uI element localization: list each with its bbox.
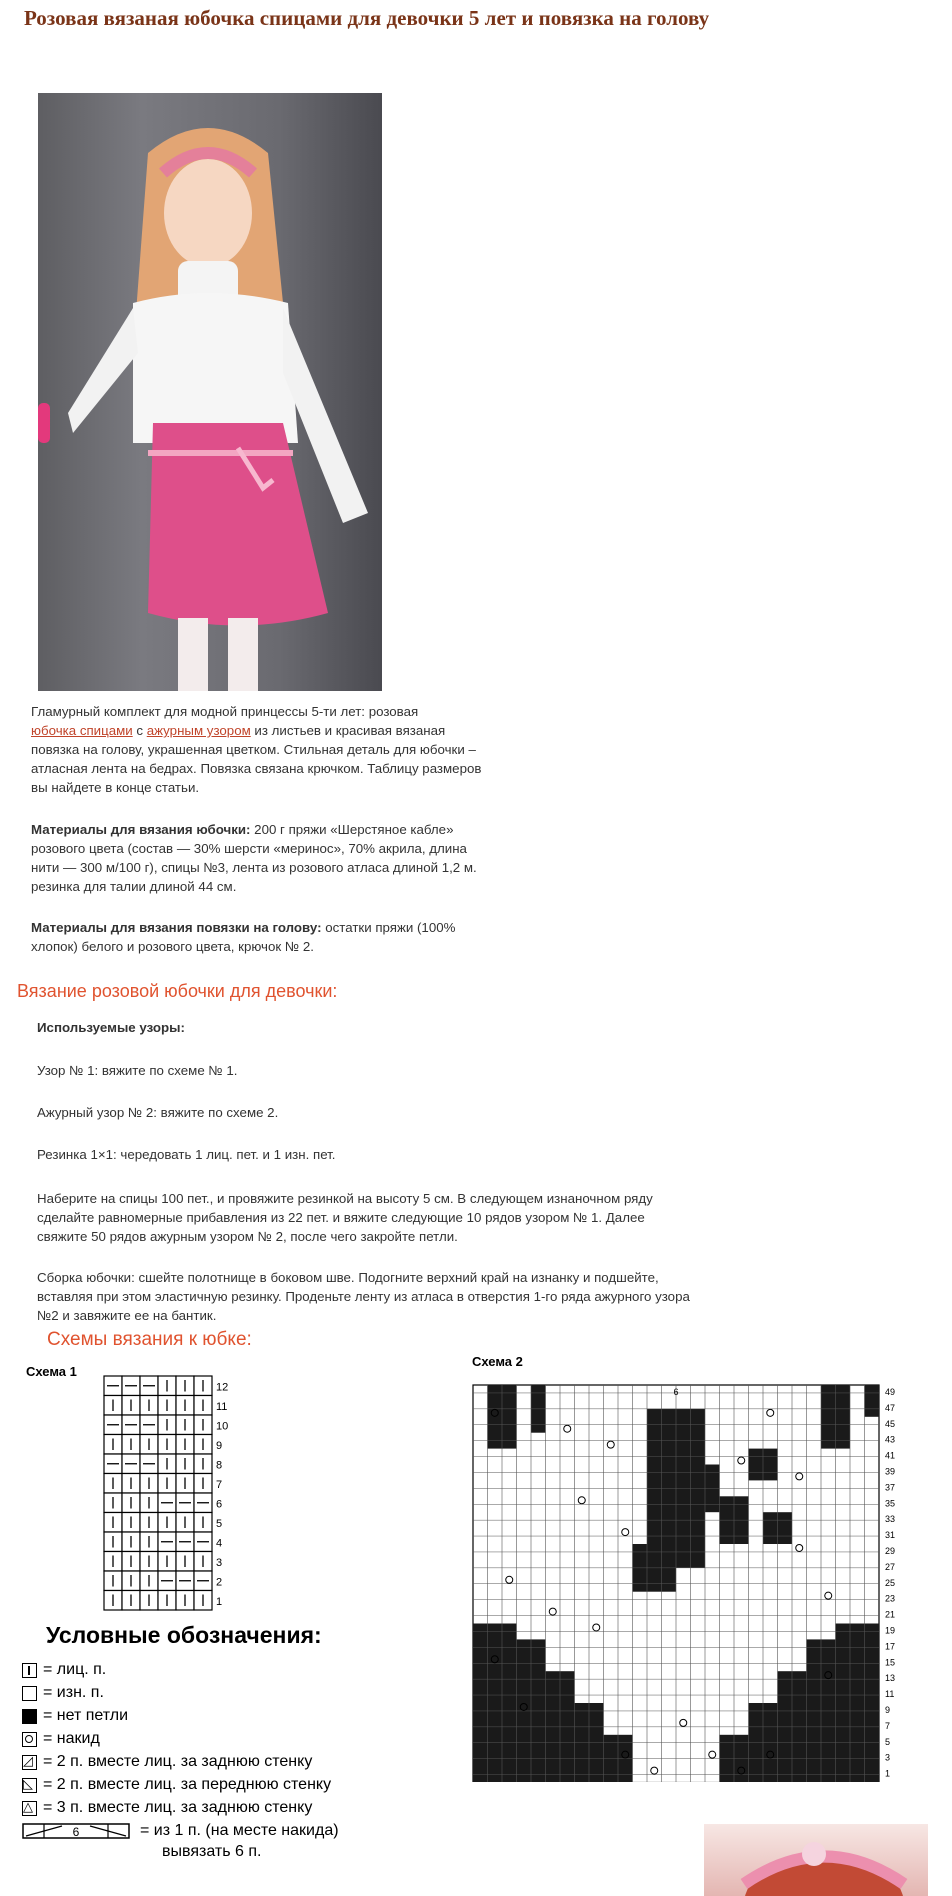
legend-text-k3tog: = 3 п. вместе лиц. за заднюю стенку <box>43 1799 313 1816</box>
scheme-2-row-number: 15 <box>885 1657 896 1668</box>
k2tog-tbl-icon <box>22 1755 37 1770</box>
scheme-2-row-number: 25 <box>885 1577 896 1588</box>
scheme-1-row-number: 9 <box>216 1440 223 1452</box>
knit-stitch-icon <box>22 1663 37 1678</box>
scheme-2-row-number: 5 <box>885 1736 891 1747</box>
legend-text-six: = из 1 п. (на месте накида) <box>140 1822 339 1839</box>
scheme-2-row-number: 9 <box>885 1704 891 1715</box>
six-from-one-icon <box>22 1822 130 1840</box>
pattern-2-text: Ажурный узор № 2: вяжите по схеме 2. <box>37 1105 279 1120</box>
scheme-1-row-number: 2 <box>216 1576 223 1589</box>
no-stitch-block <box>865 1385 880 1417</box>
photo-illustration <box>38 93 382 691</box>
legend-title: Условные обозначения: <box>46 1622 322 1648</box>
instructions-text: Наберите на спицы 100 пет., и провяжите резинкой на высоту 5 см. В следующем изнаночном ряду сделайте равномерные прибавления из 22 пет. и вяжите следующие 10 рядов узором № 1. Далее свяжите 50 рядов ажурным узором № 2, после чего закройте петли. <box>37 1191 653 1244</box>
scheme-2-row-number: 39 <box>885 1466 896 1477</box>
scheme-2-row-number: 27 <box>885 1561 896 1572</box>
scheme-2-top-marker: 6 <box>673 1387 679 1397</box>
patterns-label: Используемые узоры: <box>37 1020 185 1035</box>
k2tog-front-icon <box>22 1778 37 1793</box>
scheme-2-row-number: 29 <box>885 1545 896 1556</box>
skirt-knitting-link[interactable]: юбочка спицами <box>31 723 133 738</box>
legend-text-k2tog-front: = 2 п. вместе лиц. за переднюю стенку <box>43 1776 332 1793</box>
materials-band-paragraph <box>31 918 491 956</box>
scheme-2-row-number: 17 <box>885 1641 896 1652</box>
scheme-1-label: Схема 1 <box>26 1364 77 1379</box>
scheme-2-row-number: 45 <box>885 1418 896 1429</box>
page-title: Розовая вязаная юбочка спицами для девочки 5 лет и повязка на голову <box>24 6 710 30</box>
scheme-2-chart <box>470 1382 950 1782</box>
legend-row-purl <box>22 1683 104 1703</box>
no-stitch-icon <box>22 1709 37 1724</box>
scheme-2-row-number: 23 <box>885 1593 896 1604</box>
k3tog-tbl-icon <box>22 1801 37 1816</box>
lace-pattern-link[interactable]: ажурным узором <box>146 723 251 738</box>
scheme-1-row-number: 6 <box>216 1498 223 1511</box>
scheme-1-chart <box>100 1372 250 1612</box>
materials-skirt-paragraph <box>31 820 491 896</box>
scheme-1-row-number: 10 <box>216 1420 229 1433</box>
scheme-2-row-number: 21 <box>885 1609 896 1620</box>
scheme-2-row-number: 43 <box>885 1434 896 1445</box>
legend-row-yarn-over <box>22 1729 100 1749</box>
scheme-1-row-number: 8 <box>216 1459 223 1472</box>
purl-stitch-icon <box>22 1686 37 1701</box>
scheme-2-row-number: 7 <box>885 1720 891 1731</box>
scheme-1-row-number: 7 <box>216 1479 223 1491</box>
legend-text-yarn-over: = накид <box>43 1730 100 1747</box>
pattern-1-text: Узор № 1: вяжите по схеме № 1. <box>37 1063 238 1078</box>
headband-photo <box>704 1824 928 1896</box>
rib-text: Резинка 1×1: чередовать 1 лиц. пет. и 1 изн. пет. <box>37 1147 336 1162</box>
assembly-text: Сборка юбочки: сшейте полотнище в боковом шве. Подогните верхний край на изнанку и подшейте, вставляя при этом эластичную резинку. Проденьте ленту из атласа в отверстия 1-го ряда ажурного узора №2 и завяжите ее на бантик. <box>37 1270 690 1323</box>
scheme-1-row-number: 4 <box>216 1537 223 1550</box>
girl-skirt-photo <box>38 93 382 691</box>
scheme-2-row-number: 35 <box>885 1498 896 1509</box>
headband-illustration <box>704 1824 928 1896</box>
legend-row-no-stitch <box>22 1706 128 1726</box>
legend-text-no-stitch: = нет петли <box>43 1707 129 1724</box>
materials-band-label: Материалы для вязания повязки на голову: <box>31 920 322 935</box>
scheme-1-row-number: 3 <box>216 1557 223 1569</box>
scheme-2-row-number: 3 <box>885 1752 891 1763</box>
materials-band-text: остатки пряжи (100% хлопок) белого и розового цвета, крючок № 2. <box>31 920 456 954</box>
intro-paragraph <box>31 702 491 797</box>
legend-row-k2tog-tbl <box>22 1752 312 1772</box>
materials-skirt-text: 200 г пряжи «Шерстяное кабле» розового цвета (состав — 30% шерсти «меринос», 70% акрила, длина нити — 300 м/100 г), спицы №3, лента из розового атласа длиной 1,2 м. резинка для талии длиной 44 см. <box>31 822 477 894</box>
legend-text-purl: = изн. п. <box>43 1684 104 1701</box>
section-heading-charts: Схемы вязания к юбке: <box>47 1329 252 1350</box>
legend-text-k2tog-tbl: = 2 п. вместе лиц. за заднюю стенку <box>43 1753 313 1770</box>
scheme-1-row-number: 5 <box>216 1518 223 1530</box>
scheme-2-label: Схема 2 <box>472 1354 523 1369</box>
intro-text-b: с <box>132 723 147 738</box>
scheme-1-row-number: 1 <box>216 1596 223 1608</box>
scheme-2-row-number: 11 <box>885 1689 895 1700</box>
intro-text-a: Гламурный комплект для модной принцессы 5-ти лет: розовая <box>31 704 419 719</box>
intro-text-c: из листьев и красивая вязаная повязка на голову, украшенная цветком. Стильная деталь для юбочки – атласная лента на бедрах. Повязка связана крючком. Таблицу размеров вы найдете в конце статьи. <box>31 723 482 795</box>
scheme-2-row-number: 47 <box>885 1402 896 1413</box>
scheme-2-row-number: 37 <box>885 1482 896 1493</box>
scheme-1-row-number: 11 <box>216 1401 228 1413</box>
scheme-2-row-number: 49 <box>885 1386 896 1397</box>
legend-row-knit <box>22 1660 106 1680</box>
scheme-2-row-number: 13 <box>885 1673 896 1684</box>
legend-row-k3tog <box>22 1798 312 1818</box>
scheme-2-row-number: 41 <box>885 1450 896 1461</box>
section-heading-skirt: Вязание розовой юбочки для девочки: <box>17 981 338 1001</box>
scheme-2-row-number: 31 <box>885 1530 896 1541</box>
yarn-over-icon <box>22 1732 37 1747</box>
scheme-2-row-number: 33 <box>885 1514 896 1525</box>
materials-skirt-label: Материалы для вязания юбочки: <box>31 822 251 837</box>
six-marker: 6 <box>72 1825 80 1839</box>
scheme-2-row-number: 19 <box>885 1625 896 1636</box>
scheme-1-row-number: 12 <box>216 1381 229 1394</box>
legend-row-k2tog-front <box>22 1775 331 1795</box>
scheme-2-row-number: 1 <box>885 1768 891 1779</box>
legend-row-six-from-one <box>22 1821 339 1841</box>
legend-text-six-line2: вывязать 6 п. <box>162 1843 262 1860</box>
legend-text-knit: = лиц. п. <box>43 1661 107 1678</box>
